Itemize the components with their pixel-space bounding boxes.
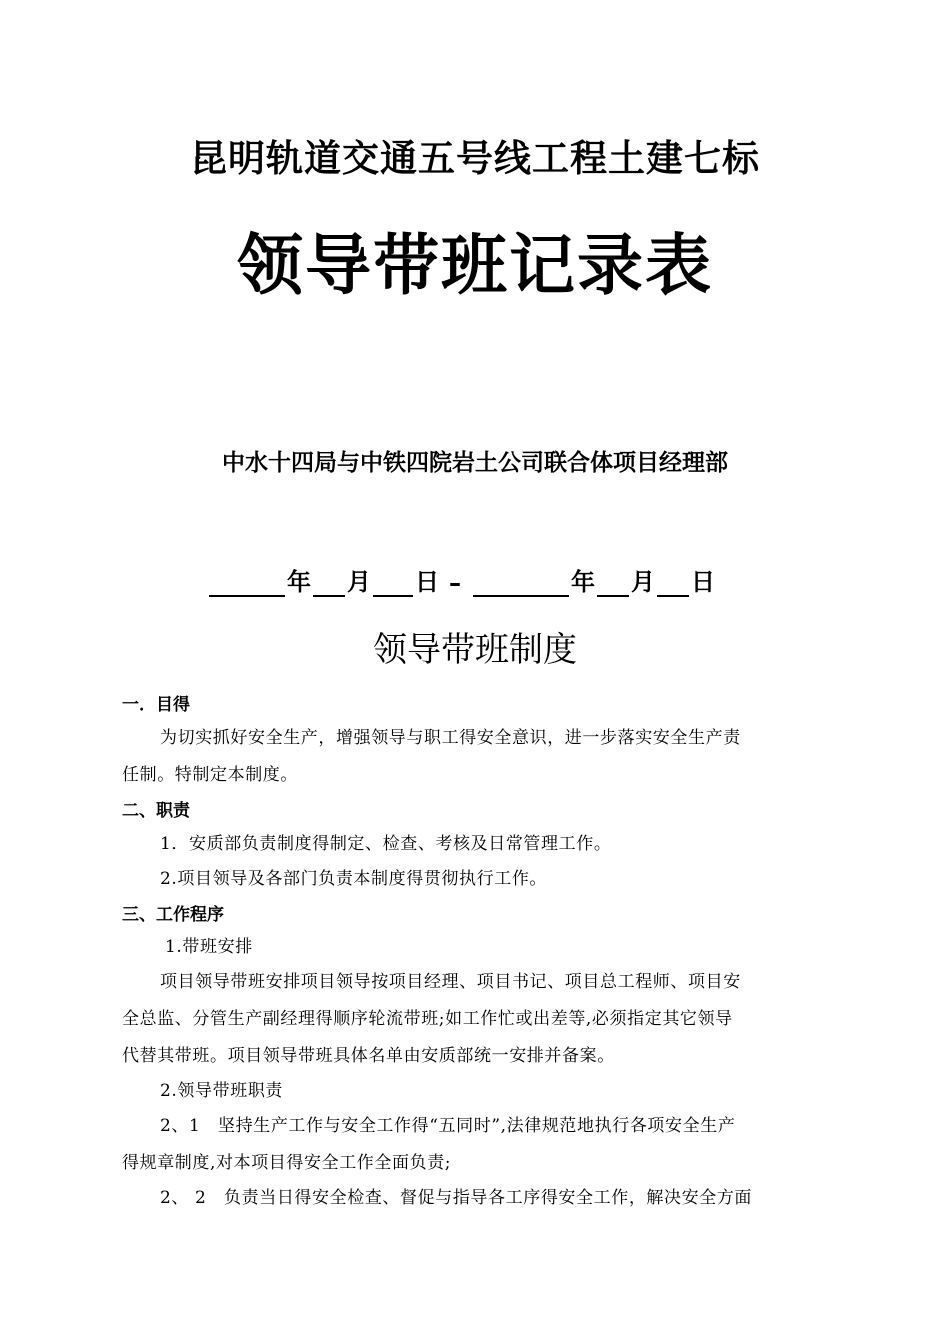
label-year: 年 <box>287 568 311 596</box>
paragraph-arrangement-line1: 项目领导带班安排项目领导按项目经理、项目书记、项目总工程师、项目安 <box>160 972 741 992</box>
org-title: 昆明轨道交通五号线工程土建七标 <box>190 137 760 180</box>
company-name: 中水十四局与中铁四院岩土公司联合体项目经理部 <box>222 450 728 476</box>
blank-start-month <box>313 571 345 597</box>
main-title: 领导带班记录表 <box>237 227 713 304</box>
blank-start-year <box>209 571 285 597</box>
item-2-1-line1: 2、1 坚持生产工作与安全工作得“五同时”,法律规范地执行各项安全生产 <box>160 1116 736 1136</box>
paragraph-purpose-line1: 为切实抓好安全生产，增强领导与职工得安全意识，进一步落实安全生产责 <box>160 728 741 748</box>
paragraph-purpose-line2: 任制。特制定本制度。 <box>122 765 298 785</box>
date-separator: – <box>449 569 461 597</box>
label-day: 日 <box>691 568 715 596</box>
label-year: 年 <box>571 568 595 596</box>
item-2-1-line2: 得规章制度,对本项目得安全工作全面负责; <box>122 1153 452 1173</box>
duty-item-1: 1．安质部负责制度得制定、检查、考核及日常管理工作。 <box>160 834 612 854</box>
label-month: 月 <box>631 568 655 596</box>
item-2-2-line1: 2、 2 负责当日得安全检查、督促与指导各工序得安全工作，解决安全方面 <box>160 1188 753 1208</box>
duty-item-2: 2.项目领导及各部门负责本制度得贯彻执行工作。 <box>160 869 548 889</box>
label-day: 日 <box>415 568 439 596</box>
subheading-shift-duties: 2.领导带班职责 <box>160 1081 284 1101</box>
section-title: 领导带班制度 <box>373 630 577 670</box>
paragraph-arrangement-line2: 全总监、分管生产副经理得顺序轮流带班;如工作忙或出差等,必须指定其它领导 <box>122 1009 733 1029</box>
paragraph-arrangement-line3: 代替其带班。项目领导带班具体名单由安质部统一安排并备案。 <box>122 1046 615 1066</box>
heading-duties: 二、职责 <box>122 801 190 821</box>
subheading-shift-arrangement: 1.带班安排 <box>165 937 253 957</box>
blank-start-day <box>373 571 413 597</box>
blank-end-day <box>657 571 689 597</box>
heading-procedure: 三、工作程序 <box>122 905 224 925</box>
heading-purpose: 一．目得 <box>122 695 190 715</box>
label-month: 月 <box>347 568 371 596</box>
blank-end-month <box>597 571 629 597</box>
blank-end-year <box>473 571 569 597</box>
date-range-line <box>207 562 715 597</box>
